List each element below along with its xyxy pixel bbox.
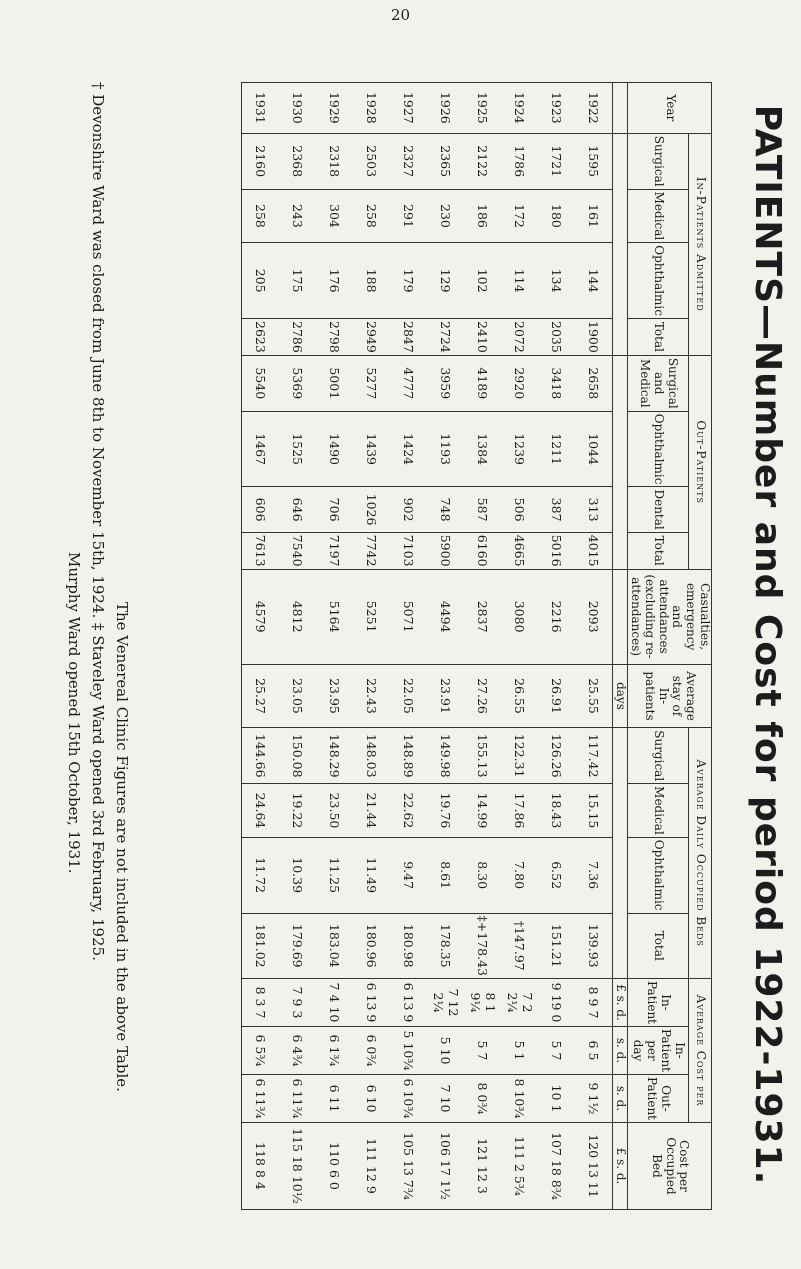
cell-d-med: 14.99 xyxy=(464,784,501,838)
cell-c-op: 7 10 xyxy=(427,1075,464,1123)
cell-d-med: 19.22 xyxy=(279,784,316,838)
cell-c-bed: 110 6 0 xyxy=(316,1123,353,1210)
cell-d-total: 151.21 xyxy=(538,913,575,978)
unit-lsd: £ s. d. xyxy=(613,1123,628,1210)
unit-days: days xyxy=(613,664,628,728)
col-average-stay: Average stay of In-patients xyxy=(628,664,712,728)
col-cost-out-patient: Out-Patient xyxy=(628,1075,689,1123)
cell-ip-med: 304 xyxy=(316,189,353,243)
cell-op-dent: 706 xyxy=(316,487,353,532)
cell-ip-oph: 175 xyxy=(279,243,316,319)
cell-op-oph: 1211 xyxy=(538,411,575,487)
cell-c-ip: 7 9 3 xyxy=(279,979,316,1027)
cell-d-total: 181.02 xyxy=(242,913,280,978)
cell-op-dent: 748 xyxy=(427,487,464,532)
cell-ip-oph: 129 xyxy=(427,243,464,319)
cell-ip-surg: 2160 xyxy=(242,133,280,189)
cell-c-op: 9 1½ xyxy=(575,1075,613,1123)
cell-c-ipd: 5 7 xyxy=(538,1027,575,1075)
cell-stay: 26.91 xyxy=(538,664,575,728)
cell-c-ip: 7 12 2¼ xyxy=(427,979,464,1027)
table-row xyxy=(279,83,316,1210)
cell-op-sm: 2658 xyxy=(575,355,613,411)
cell-d-oph: 11.72 xyxy=(242,837,280,913)
cell-d-surg: 122.31 xyxy=(501,728,538,784)
cell-d-surg: 155.13 xyxy=(464,728,501,784)
cell-ip-med: 230 xyxy=(427,189,464,243)
cell-op-total: 7197 xyxy=(316,532,353,569)
units-spacer xyxy=(613,83,628,134)
cell-c-ip: 7 4 10 xyxy=(316,979,353,1027)
cell-op-total: 7742 xyxy=(353,532,390,569)
cell-op-oph: 1193 xyxy=(427,411,464,487)
cell-c-bed: 115 18 10½ xyxy=(279,1123,316,1210)
cell-ip-total: 2035 xyxy=(538,319,575,356)
cell-c-bed: 105 13 7¾ xyxy=(390,1123,427,1210)
cell-c-op: 8 0¾ xyxy=(464,1075,501,1123)
cell-year: 1927 xyxy=(390,83,427,134)
cell-op-oph: 1424 xyxy=(390,411,427,487)
cell-year: 1922 xyxy=(575,83,613,134)
cell-op-total: 7613 xyxy=(242,532,280,569)
cell-op-oph: 1044 xyxy=(575,411,613,487)
cell-d-oph: 11.25 xyxy=(316,837,353,913)
cell-ip-total: 2847 xyxy=(390,319,427,356)
cell-stay: 25.55 xyxy=(575,664,613,728)
cell-stay: 22.43 xyxy=(353,664,390,728)
cell-ip-med: 258 xyxy=(353,189,390,243)
cell-cas: 2093 xyxy=(575,569,613,664)
table-row xyxy=(501,83,538,1210)
rotated-page-content xyxy=(50,70,790,1220)
cell-ip-oph: 134 xyxy=(538,243,575,319)
cell-d-med: 19.76 xyxy=(427,784,464,838)
cell-op-dent: 387 xyxy=(538,487,575,532)
cell-ip-med: 180 xyxy=(538,189,575,243)
page-number: 20 xyxy=(390,6,411,24)
cell-op-oph: 1439 xyxy=(353,411,390,487)
cell-d-oph: 7.80 xyxy=(501,837,538,913)
cell-c-ipd: 5 7 xyxy=(464,1027,501,1075)
footnote-murphy: Murphy Ward opened 15th October, 1931. xyxy=(65,552,83,874)
cell-op-dent: 587 xyxy=(464,487,501,532)
cell-ip-med: 186 xyxy=(464,189,501,243)
table-row xyxy=(575,83,613,1210)
cell-year: 1929 xyxy=(316,83,353,134)
col-beds-medical: Medical xyxy=(628,784,689,838)
table-body xyxy=(242,83,613,1210)
cell-c-ip: 8 9 7 xyxy=(575,979,613,1027)
cell-d-total: 183.04 xyxy=(316,913,353,978)
cell-year: 1926 xyxy=(427,83,464,134)
cell-op-total: 4665 xyxy=(501,532,538,569)
cell-ip-oph: 144 xyxy=(575,243,613,319)
cell-op-dent: 313 xyxy=(575,487,613,532)
col-op-total: Total xyxy=(628,532,689,569)
cell-d-oph: 8.30 xyxy=(464,837,501,913)
cell-d-oph: 10.39 xyxy=(279,837,316,913)
cell-d-oph: 8.61 xyxy=(427,837,464,913)
col-op-ophthalmic: Ophthalmic xyxy=(628,411,689,487)
cell-cas: 4579 xyxy=(242,569,280,664)
cell-stay: 23.91 xyxy=(427,664,464,728)
patients-table xyxy=(241,82,712,1210)
unit-sd: s. d. xyxy=(613,1075,628,1123)
col-beds-total: Total xyxy=(628,913,689,978)
cell-d-surg: 150.08 xyxy=(279,728,316,784)
cell-ip-oph: 114 xyxy=(501,243,538,319)
cell-op-oph: 1525 xyxy=(279,411,316,487)
cell-op-oph: 1467 xyxy=(242,411,280,487)
cell-d-total: 178.35 xyxy=(427,913,464,978)
units-spacer xyxy=(613,133,628,355)
unit-lsd: £ s. d. xyxy=(613,979,628,1027)
cell-ip-total: 2410 xyxy=(464,319,501,356)
col-casualties: Casualties, emergency and attendances (excluding re-attendances) xyxy=(628,569,712,664)
cell-op-dent: 606 xyxy=(242,487,280,532)
cell-c-ipd: 6 4¾ xyxy=(279,1027,316,1075)
cell-c-ip: 7 2 2¼ xyxy=(501,979,538,1027)
cell-ip-total: 2623 xyxy=(242,319,280,356)
cell-cas: 4494 xyxy=(427,569,464,664)
cell-c-op: 10 1 xyxy=(538,1075,575,1123)
cell-d-oph: 7.36 xyxy=(575,837,613,913)
cell-ip-med: 291 xyxy=(390,189,427,243)
col-beds-ophthalmic: Ophthalmic xyxy=(628,837,689,913)
col-cost-per-bed: Cost per Occupied Bed xyxy=(628,1123,712,1210)
cell-c-ip: 9 19 0 xyxy=(538,979,575,1027)
page-title: PATIENTS—Number and Cost for period 1922-1931. xyxy=(747,104,788,1186)
cell-d-surg: 144.66 xyxy=(242,728,280,784)
cell-d-med: 23.50 xyxy=(316,784,353,838)
cell-op-total: 5016 xyxy=(538,532,575,569)
cell-c-ip: 6 13 9 xyxy=(353,979,390,1027)
cell-op-sm: 5369 xyxy=(279,355,316,411)
cell-ip-med: 258 xyxy=(242,189,280,243)
cell-d-surg: 148.89 xyxy=(390,728,427,784)
cell-stay: 25.27 xyxy=(242,664,280,728)
cell-c-op: 6 10¾ xyxy=(390,1075,427,1123)
cell-d-surg: 117.42 xyxy=(575,728,613,784)
cell-d-med: 21.44 xyxy=(353,784,390,838)
cell-op-dent: 902 xyxy=(390,487,427,532)
cell-d-surg: 149.98 xyxy=(427,728,464,784)
cell-ip-oph: 205 xyxy=(242,243,280,319)
col-beds-surgical: Surgical xyxy=(628,728,689,784)
cell-c-op: 6 11¾ xyxy=(279,1075,316,1123)
cell-year: 1928 xyxy=(353,83,390,134)
col-ip-total: Total xyxy=(628,319,689,356)
cell-op-total: 7540 xyxy=(279,532,316,569)
cell-op-sm: 3418 xyxy=(538,355,575,411)
cell-c-ip: 8 3 7 xyxy=(242,979,280,1027)
cell-ip-surg: 2122 xyxy=(464,133,501,189)
cell-op-sm: 4777 xyxy=(390,355,427,411)
table-row xyxy=(538,83,575,1210)
cell-c-ip: 8 1 9¼ xyxy=(464,979,501,1027)
cell-c-ipd: 5 10¾ xyxy=(390,1027,427,1075)
cell-op-sm: 3959 xyxy=(427,355,464,411)
cell-d-med: 24.64 xyxy=(242,784,280,838)
cell-ip-total: 2072 xyxy=(501,319,538,356)
cell-ip-oph: 176 xyxy=(316,243,353,319)
footnote-devonshire: † Devonshire Ward was closed from June 8th to November 15th, 1924. ‡ Staveley Ward opened 3rd February, 1925. xyxy=(89,82,107,961)
cell-d-total: 180.98 xyxy=(390,913,427,978)
table-row xyxy=(464,83,501,1210)
cell-d-med: 18.43 xyxy=(538,784,575,838)
footnote-venereal: The Venereal Clinic Figures are not included in the above Table. xyxy=(113,602,131,1092)
cell-stay: 23.95 xyxy=(316,664,353,728)
cell-op-oph: 1239 xyxy=(501,411,538,487)
cell-ip-surg: 1786 xyxy=(501,133,538,189)
table-row xyxy=(242,83,280,1210)
group-average-daily-beds: Average Daily Occupied Beds xyxy=(689,728,712,979)
cell-d-oph: 6.52 xyxy=(538,837,575,913)
cell-op-sm: 4189 xyxy=(464,355,501,411)
cell-op-oph: 1490 xyxy=(316,411,353,487)
cell-ip-surg: 2368 xyxy=(279,133,316,189)
group-out-patients: Out-Patients xyxy=(689,355,712,569)
col-ip-medical: Medical xyxy=(628,189,689,243)
cell-c-bed: 111 12 9 xyxy=(353,1123,390,1210)
cell-d-total: 179.69 xyxy=(279,913,316,978)
cell-stay: 26.55 xyxy=(501,664,538,728)
cell-op-sm: 5540 xyxy=(242,355,280,411)
cell-ip-oph: 179 xyxy=(390,243,427,319)
cell-ip-surg: 1721 xyxy=(538,133,575,189)
cell-op-total: 5900 xyxy=(427,532,464,569)
cell-ip-surg: 2365 xyxy=(427,133,464,189)
cell-ip-surg: 2503 xyxy=(353,133,390,189)
cell-d-surg: 148.29 xyxy=(316,728,353,784)
cell-op-total: 6160 xyxy=(464,532,501,569)
cell-c-bed: 118 8 4 xyxy=(242,1123,280,1210)
cell-op-dent: 1026 xyxy=(353,487,390,532)
cell-c-ipd: 6 5¾ xyxy=(242,1027,280,1075)
unit-sd: s. d. xyxy=(613,1027,628,1075)
cell-ip-total: 2798 xyxy=(316,319,353,356)
cell-d-total: †147.97 xyxy=(501,913,538,978)
cell-stay: 22.05 xyxy=(390,664,427,728)
cell-ip-total: 2724 xyxy=(427,319,464,356)
cell-year: 1930 xyxy=(279,83,316,134)
cell-d-surg: 148.03 xyxy=(353,728,390,784)
cell-stay: 27.26 xyxy=(464,664,501,728)
cell-cas: 3080 xyxy=(501,569,538,664)
cell-ip-total: 2949 xyxy=(353,319,390,356)
cell-d-total: 180.96 xyxy=(353,913,390,978)
cell-d-med: 15.15 xyxy=(575,784,613,838)
cell-cas: 5164 xyxy=(316,569,353,664)
cell-year: 1924 xyxy=(501,83,538,134)
cell-op-oph: 1384 xyxy=(464,411,501,487)
cell-cas: 2837 xyxy=(464,569,501,664)
cell-cas: 4812 xyxy=(279,569,316,664)
cell-ip-surg: 2318 xyxy=(316,133,353,189)
cell-d-total: 139.93 xyxy=(575,913,613,978)
cell-c-op: 6 10 xyxy=(353,1075,390,1123)
cell-c-bed: 106 17 1½ xyxy=(427,1123,464,1210)
col-ip-ophthalmic: Ophthalmic xyxy=(628,243,689,319)
cell-c-ipd: 6 1¾ xyxy=(316,1027,353,1075)
cell-c-bed: 107 18 8¾ xyxy=(538,1123,575,1210)
col-op-dental: Dental xyxy=(628,487,689,532)
cell-year: 1931 xyxy=(242,83,280,134)
cell-cas: 5071 xyxy=(390,569,427,664)
cell-d-surg: 126.26 xyxy=(538,728,575,784)
cell-c-op: 6 11¾ xyxy=(242,1075,280,1123)
cell-year: 1925 xyxy=(464,83,501,134)
cell-year: 1923 xyxy=(538,83,575,134)
cell-c-ipd: 5 1 xyxy=(501,1027,538,1075)
col-year: Year xyxy=(628,83,712,134)
table-row xyxy=(390,83,427,1210)
cell-d-med: 22.62 xyxy=(390,784,427,838)
cell-op-total: 4015 xyxy=(575,532,613,569)
footnotes xyxy=(62,82,134,1210)
cell-op-total: 7103 xyxy=(390,532,427,569)
cell-d-oph: 11.49 xyxy=(353,837,390,913)
cell-c-ip: 6 13 9 xyxy=(390,979,427,1027)
cell-cas: 5251 xyxy=(353,569,390,664)
col-op-surgical-medical: Surgical and Medical xyxy=(628,355,689,411)
cell-c-op: 8 10¾ xyxy=(501,1075,538,1123)
cell-ip-surg: 1595 xyxy=(575,133,613,189)
col-ip-surgical: Surgical xyxy=(628,133,689,189)
cell-c-bed: 120 13 11 xyxy=(575,1123,613,1210)
cell-op-dent: 646 xyxy=(279,487,316,532)
col-cost-in-patient: In-Patient xyxy=(628,979,689,1027)
cell-ip-med: 243 xyxy=(279,189,316,243)
units-spacer xyxy=(613,728,628,979)
cell-ip-oph: 102 xyxy=(464,243,501,319)
cell-cas: 2216 xyxy=(538,569,575,664)
cell-c-ipd: 6 5 xyxy=(575,1027,613,1075)
cell-ip-total: 1900 xyxy=(575,319,613,356)
group-in-patients-admitted: In-Patients Admitted xyxy=(689,133,712,355)
col-cost-in-patient-per-day: In-Patient per day xyxy=(628,1027,689,1075)
units-spacer xyxy=(613,569,628,664)
cell-ip-surg: 2327 xyxy=(390,133,427,189)
cell-c-bed: 121 12 3 xyxy=(464,1123,501,1210)
cell-d-med: 17.86 xyxy=(501,784,538,838)
cell-c-ipd: 6 0¾ xyxy=(353,1027,390,1075)
cell-op-sm: 5001 xyxy=(316,355,353,411)
units-spacer xyxy=(613,355,628,569)
table-row xyxy=(316,83,353,1210)
cell-d-total: ‡+178.43 xyxy=(464,913,501,978)
cell-op-sm: 5277 xyxy=(353,355,390,411)
table-row xyxy=(353,83,390,1210)
cell-op-dent: 506 xyxy=(501,487,538,532)
cell-d-oph: 9.47 xyxy=(390,837,427,913)
cell-ip-med: 161 xyxy=(575,189,613,243)
cell-c-op: 6 11 xyxy=(316,1075,353,1123)
cell-ip-med: 172 xyxy=(501,189,538,243)
cell-stay: 23.05 xyxy=(279,664,316,728)
table-row xyxy=(427,83,464,1210)
cell-op-sm: 2920 xyxy=(501,355,538,411)
cell-ip-oph: 188 xyxy=(353,243,390,319)
group-average-cost-per: Average Cost per xyxy=(689,979,712,1123)
cell-c-bed: 111 2 5¾ xyxy=(501,1123,538,1210)
cell-c-ipd: 5 10 xyxy=(427,1027,464,1075)
cell-ip-total: 2786 xyxy=(279,319,316,356)
